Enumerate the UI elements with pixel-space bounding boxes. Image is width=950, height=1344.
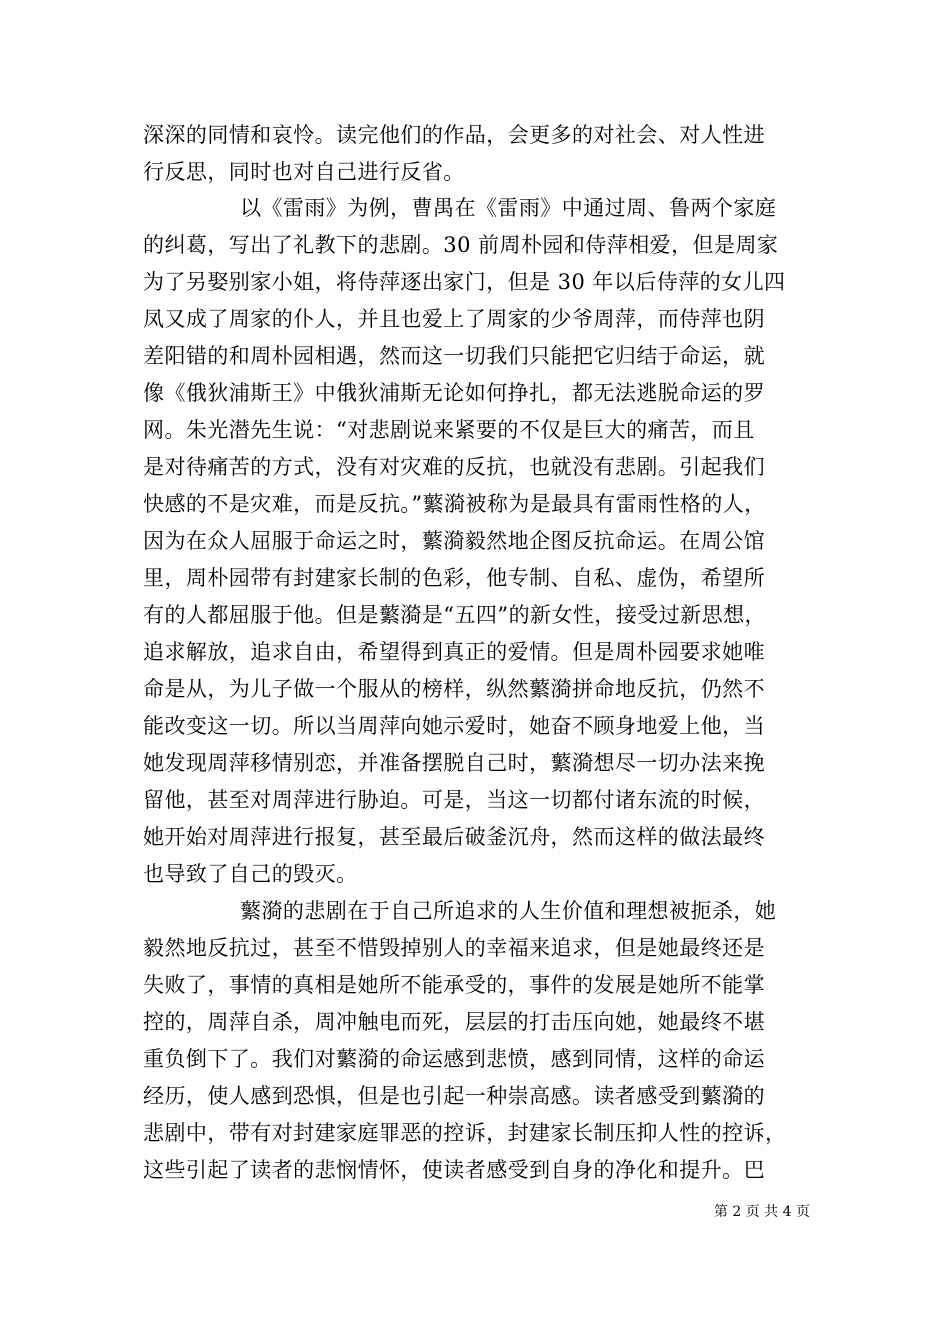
paragraph-line: 的纠葛，写出了礼教下的悲剧。30 前周朴园和侍萍相爱，但是周家 [143,233,779,257]
paragraph-line: 也导致了自己的毁灭。 [143,862,358,886]
paragraph-line: 控的，周萍自杀，周冲触电而死，层层的打击压向她，她最终不堪 [143,1010,766,1034]
page-number: 第 2 页 共 4 页 [713,1204,810,1220]
paragraph-line: 是对待痛苦的方式，没有对灾难的反抗，也就没有悲剧。引起我们 [143,455,766,479]
paragraph-line: 里，周朴园带有封建家长制的色彩，他专制、自私、虚伪，希望所 [143,566,766,590]
paragraph-line: 这些引起了读者的悲悯情怀，使读者感受到自身的净化和提升。巴 [143,1158,766,1182]
paragraph-line: 差阳错的和周朴园相遇，然而这一切我们只能把它归结于命运，就 [143,344,766,368]
paragraph-line: 为了另娶别家小姐，将侍萍逐出家门，但是 30 年以后侍萍的女儿四 [143,270,786,294]
paragraph-line: 她开始对周萍进行报复，甚至最后破釜沉舟，然而这样的做法最终 [143,825,766,849]
paragraph-line: 能改变这一切。所以当周萍向她示爱时，她奋不顾身地爱上他，当 [143,714,766,738]
paragraph-line: 悲剧中，带有对封建家庭罪恶的控诉，封建家长制压抑人性的控诉， [143,1121,787,1145]
paragraph-line: 经历，使人感到恐惧，但是也引起一种崇高感。读者感受到蘩漪的 [143,1084,766,1108]
paragraph-line: 留他，甚至对周萍进行胁迫。可是，当这一切都付诸东流的时候， [143,788,766,812]
paragraph-line: 重负倒下了。我们对蘩漪的命运感到悲愤，感到同情，这样的命运 [143,1047,766,1071]
paragraph-line: 她发现周萍移情别恋，并准备摆脱自己时，蘩漪想尽一切办法来挽 [143,751,766,775]
paragraph-line: 像《俄狄浦斯王》中俄狄浦斯无论如何挣扎，都无法逃脱命运的罗 [143,381,766,405]
paragraph-line: 行反思，同时也对自己进行反省。 [143,160,465,184]
paragraph-line: 蘩漪的悲剧在于自己所追求的人生价值和理想被扼杀，她 [240,899,777,923]
paragraph-line: 以《雷雨》为例，曹禺在《雷雨》中通过周、鲁两个家庭 [240,196,777,220]
paragraph-line: 失败了，事情的真相是她所不能承受的，事件的发展是她所不能掌 [143,973,766,997]
paragraph-line: 网。朱光潜先生说：“对悲剧说来紧要的不仅是巨大的痛苦，而且 [143,418,755,442]
paragraph-line: 因为在众人屈服于命运之时，蘩漪毅然地企图反抗命运。在周公馆 [143,529,766,553]
paragraph-line: 追求解放，追求自由，希望得到真正的爱情。但是周朴园要求她唯 [143,640,766,664]
paragraph-line: 快感的不是灾难，而是反抗。”蘩漪被称为是最具有雷雨性格的人， [143,492,766,516]
paragraph-line: 深深的同情和哀怜。读完他们的作品，会更多的对社会、对人性进 [143,123,766,147]
paragraph-line: 毅然地反抗过，甚至不惜毁掉别人的幸福来追求，但是她最终还是 [143,936,766,960]
paragraph-line: 有的人都屈服于他。但是蘩漪是“五四”的新女性，接受过新思想， [143,603,766,627]
paragraph-line: 命是从，为儿子做一个服从的榜样，纵然蘩漪拼命地反抗，仍然不 [143,677,766,701]
paragraph-line: 凤又成了周家的仆人，并且也爱上了周家的少爷周萍，而侍萍也阴 [143,307,766,331]
